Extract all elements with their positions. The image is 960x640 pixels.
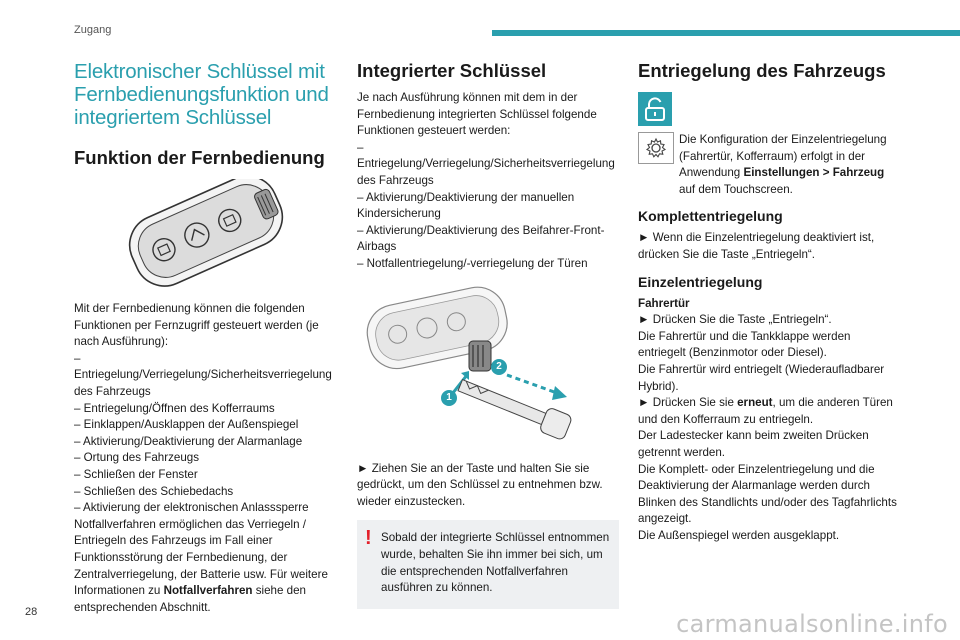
remote-intro: Mit der Fernbedienung können die folgenden Funktionen per Fernzugriff gesteuert werden (je nach Ausführung): xyxy=(74,302,319,349)
list-item: – Aktivierung/Deaktivierung der Alarmanlage xyxy=(74,434,303,448)
remote-function-list xyxy=(74,351,338,517)
header-accent-bar xyxy=(492,30,960,36)
paragraph: Die Fahrertür wird entriegelt (Wiederaufladbarer Hybrid). xyxy=(638,362,885,393)
callout-2: 2 xyxy=(491,359,507,375)
list-item: – Entriegelung/Öffnen des Kofferraums xyxy=(74,401,275,415)
list-item: – Entriegelung/Verriegelung/Sicherheitsverriegelung des Fahrzeugs xyxy=(74,351,332,398)
driver-door-label: Fahrertür xyxy=(638,296,690,310)
settings-path: Einstellungen > Fahrzeug xyxy=(743,166,885,180)
emergency-text: Notfallverfahren ermöglichen das Verriegeln / Entriegeln des Fahrzeugs im Fall einer Funktionsstörung der Fernbedienung, der Zentralverriegelung, der Batterie usw. Für weitere Informationen zu xyxy=(74,517,328,598)
list-item: – Aktivierung/Deaktivierung des Beifahrer-Front-Airbags xyxy=(357,223,605,254)
subheading-full-unlock: Komplettentriegelung xyxy=(638,208,783,225)
emergency-link-text: Notfallverfahren xyxy=(163,584,253,598)
step-2-a: ► Drücken Sie sie xyxy=(638,396,738,410)
paragraph: Die Außenspiegel werden ausgeklappt. xyxy=(638,528,840,542)
paragraph: Der Ladestecker kann beim zweiten Drücken getrennt werden. xyxy=(638,429,869,459)
list-item: – Aktivierung der elektronischen Anlasssperre xyxy=(74,501,309,515)
section-heading-remote: Funktion der Fernbedienung xyxy=(74,147,325,168)
callout-1: 1 xyxy=(441,390,457,406)
key-extraction-illustration xyxy=(357,283,619,453)
column-1 xyxy=(74,60,338,616)
config-text xyxy=(679,132,900,198)
key-fob-illustration xyxy=(74,179,338,289)
footer-watermark: carmanualsonline.info xyxy=(676,610,948,638)
subheading-single-unlock: Einzelentriegelung xyxy=(638,273,763,290)
key-instruction: ► Ziehen Sie an der Taste und halten Sie sie gedrückt, um den Schlüssel zu entnehmen bzw. wieder einzustecken. xyxy=(357,461,603,508)
paragraph: Die Fahrertür und die Tankklappe werden entriegelt (Benzinmotor oder Diesel). xyxy=(638,329,851,360)
section-heading-unlocking: Entriegelung des Fahrzeugs xyxy=(638,60,886,81)
paragraph: Die Komplett- oder Einzelentriegelung und die Deaktivierung der Alarmanlage werden durch Blinken des Standlichts und/oder des Tagfahrlichts angezeigt. xyxy=(638,462,897,526)
step-2 xyxy=(638,395,900,428)
config-text-b: auf dem Touchscreen. xyxy=(679,182,793,196)
list-item: – Schließen des Schiebedachs xyxy=(74,484,234,498)
step-2-b: , um die anderen Türen und den Kofferraum zu entriegeln. xyxy=(638,396,893,426)
integrated-key-list xyxy=(357,140,619,273)
column-3 xyxy=(638,60,900,544)
full-unlock-text: ► Wenn die Einzelentriegelung deaktiviert ist, drücken Sie die Taste „Entriegeln“. xyxy=(638,231,875,261)
warning-box xyxy=(357,520,619,608)
section-heading-integrated-key: Integrierter Schlüssel xyxy=(357,60,547,81)
emergency-text-end: siehe den entsprechenden Abschnitt. xyxy=(74,584,307,614)
config-text-a: Die Konfiguration der Einzelentriegelung (Fahrertür, Kofferraum) erfolgt in der Anwendung xyxy=(679,133,887,180)
list-item: – Notfallentriegelung/-verriegelung der Türen xyxy=(357,256,588,270)
running-header: Zugang xyxy=(74,24,112,36)
page-number: 28 xyxy=(25,606,38,618)
config-note xyxy=(638,132,900,198)
page-title: Elektronischer Schlüssel mit Fernbedienungsfunktion und integriertem Schlüssel xyxy=(74,60,329,129)
integrated-key-intro: Je nach Ausführung können mit dem in der Fernbedienung integrierten Schlüssel folgende Funktionen gesteuert werden: xyxy=(357,91,597,138)
step-2-bold: erneut xyxy=(737,396,773,410)
emergency-note xyxy=(74,517,338,617)
column-2 xyxy=(357,60,619,609)
list-item: – Einklappen/Ausklappen der Außenspiegel xyxy=(74,418,299,432)
warning-text: Sobald der integrierte Schlüssel entnommen wurde, behalten Sie ihn immer bei sich, um die entsprechenden Notfallverfahren ausführen zu können. xyxy=(381,531,610,595)
warning-icon: ! xyxy=(365,527,372,550)
list-item: – Entriegelung/Verriegelung/Sicherheitsverriegelung des Fahrzeugs xyxy=(357,140,615,187)
list-item: – Schließen der Fenster xyxy=(74,467,198,481)
unlock-icon xyxy=(638,92,672,126)
gear-icon xyxy=(638,132,674,164)
step-1: ► Drücken Sie die Taste „Entriegeln“. xyxy=(638,313,832,327)
list-item: – Aktivierung/Deaktivierung der manuellen Kindersicherung xyxy=(357,190,575,221)
list-item: – Ortung des Fahrzeugs xyxy=(74,451,200,465)
